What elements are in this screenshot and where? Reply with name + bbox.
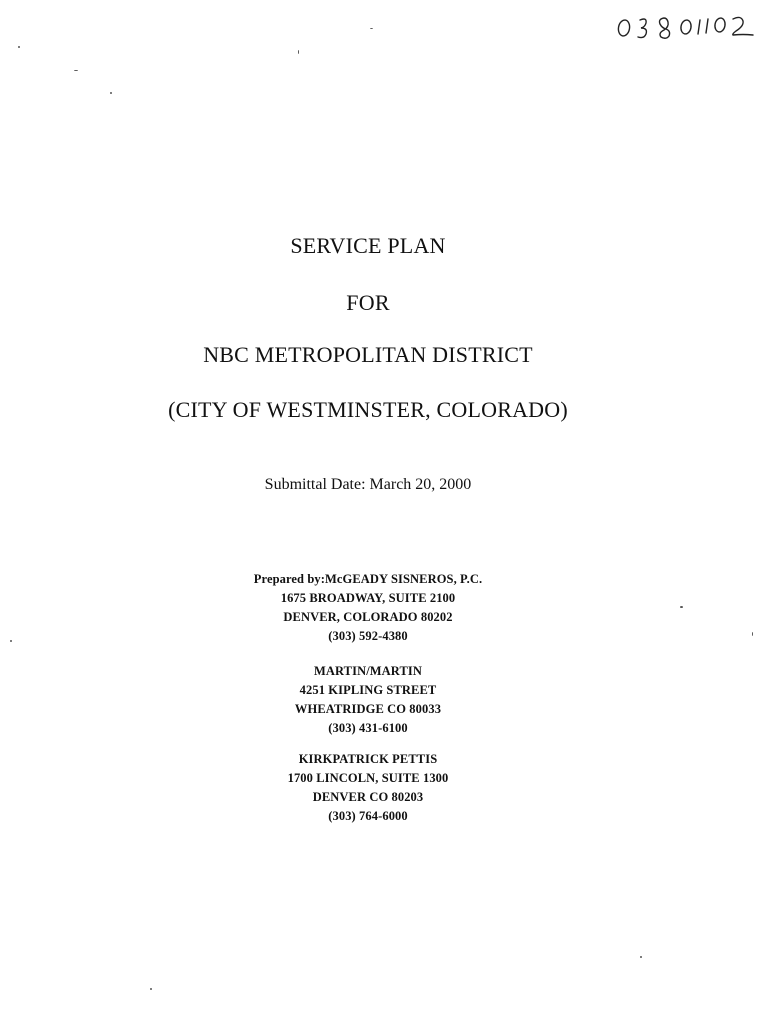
- contact-line: Prepared by:McGEADY SISNEROS, P.C.: [253, 572, 483, 586]
- title-for: FOR: [346, 290, 390, 315]
- contact-line: DENVER CO 80203: [312, 790, 424, 804]
- contact-block-kirkpatrick: [0, 750, 753, 826]
- scan-speck: [752, 632, 753, 636]
- contact-block-preparer: [0, 570, 753, 646]
- contact-line: 4251 KIPLING STREET: [299, 683, 437, 697]
- contact-line: 1700 LINCOLN, SUITE 1300: [287, 771, 449, 785]
- contact-line: KIRKPATRICK PETTIS: [298, 752, 438, 766]
- contact-block-martin: [0, 662, 753, 738]
- handwritten-document-number: [612, 6, 762, 42]
- contact-line: 1675 BROADWAY, SUITE 2100: [280, 591, 456, 605]
- scan-speck: [74, 70, 78, 71]
- contact-line: MARTIN/MARTIN: [313, 664, 423, 678]
- title-service-plan: SERVICE PLAN: [290, 233, 446, 258]
- contact-line: WHEATRIDGE CO 80033: [294, 702, 442, 716]
- contact-line: (303) 431-6100: [328, 721, 408, 735]
- contact-line: (303) 592-4380: [328, 629, 408, 643]
- scan-speck: [680, 606, 683, 608]
- contact-line: (303) 764-6000: [328, 809, 408, 823]
- scan-speck: [18, 46, 20, 48]
- title-city-state: (CITY OF WESTMINSTER, COLORADO): [168, 397, 568, 422]
- submittal-date: Submittal Date: March 20, 2000: [264, 476, 472, 493]
- title-district-name: NBC METROPOLITAN DISTRICT: [203, 342, 533, 367]
- handwritten-number-drawing: [612, 6, 762, 42]
- scan-speck: [370, 28, 373, 29]
- scan-speck: [640, 956, 642, 958]
- contact-line: DENVER, COLORADO 80202: [283, 610, 453, 624]
- scan-speck: [298, 50, 299, 54]
- scan-speck: [110, 92, 112, 94]
- scan-speck: [10, 640, 12, 642]
- scan-speck: [150, 988, 152, 990]
